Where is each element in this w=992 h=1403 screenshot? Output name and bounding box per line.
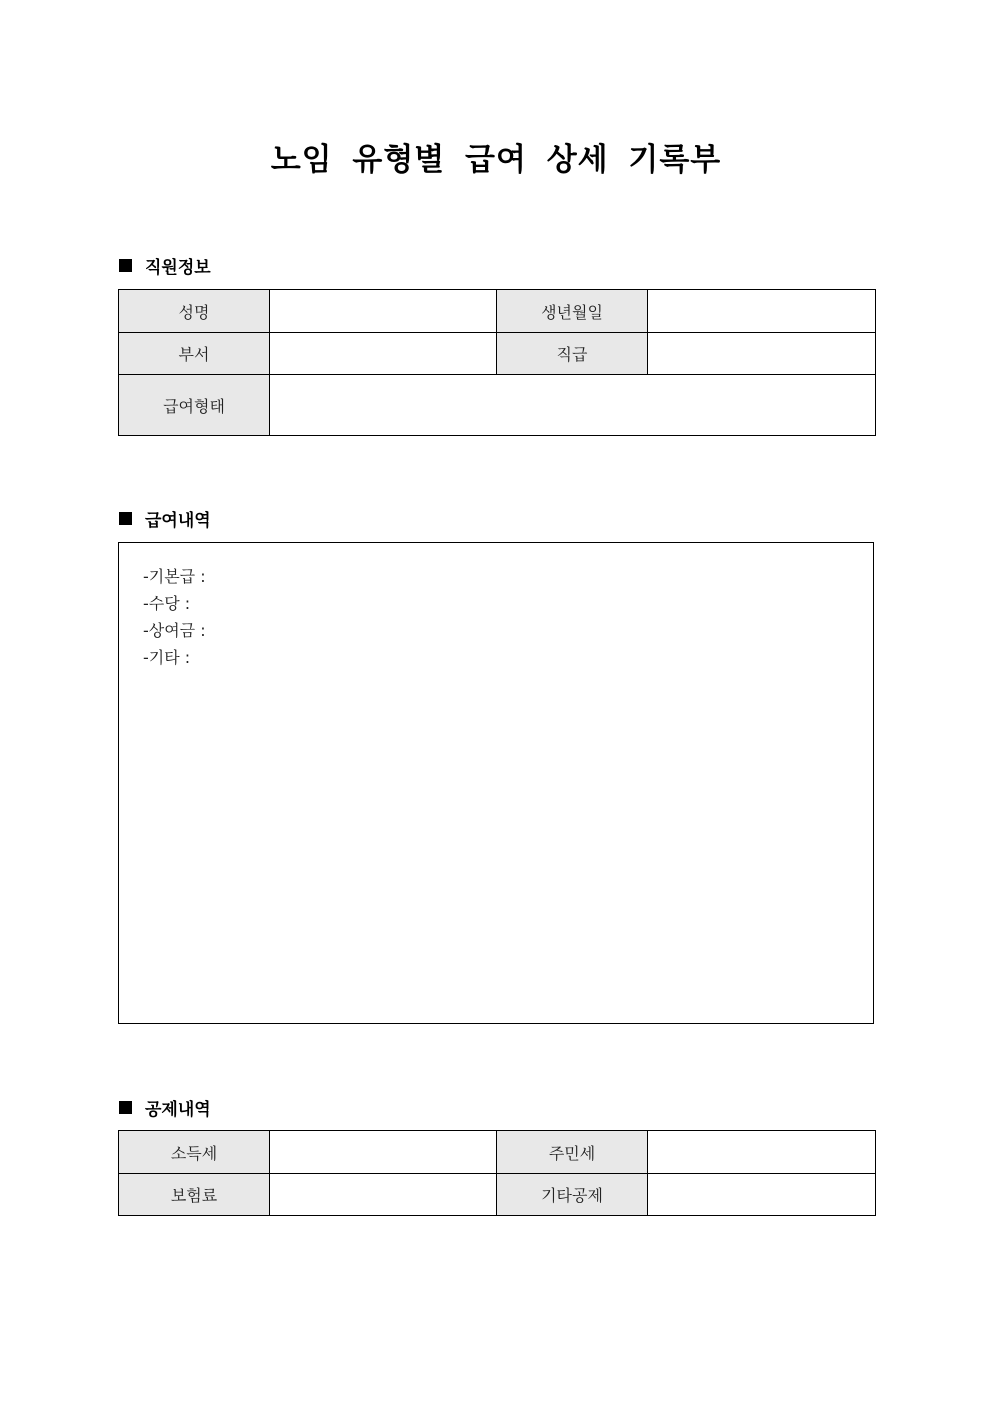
section-title: 급여내역: [145, 511, 211, 531]
square-bullet-icon: [119, 1101, 132, 1114]
label-name: 성명: [119, 290, 270, 333]
insurance-field[interactable]: [270, 1174, 497, 1216]
square-bullet-icon: [119, 259, 132, 272]
pay-type-field[interactable]: [270, 375, 876, 436]
table-row: [119, 1131, 876, 1174]
salary-item-other: -기타 :: [143, 648, 191, 667]
other-deductions-field[interactable]: [648, 1174, 876, 1216]
name-field[interactable]: [270, 290, 497, 333]
salary-details-box[interactable]: [118, 542, 874, 1024]
resident-tax-field[interactable]: [648, 1131, 876, 1174]
section-heading-employee-info: [119, 253, 211, 278]
table-row: [119, 290, 876, 333]
table-row: [119, 375, 876, 436]
label-birthdate: 생년월일: [497, 290, 648, 333]
salary-item-allowance: -수당 :: [143, 594, 191, 613]
table-row: [119, 1174, 876, 1216]
department-field[interactable]: [270, 333, 497, 375]
section-heading-deductions: [119, 1095, 211, 1120]
label-insurance: 보험료: [119, 1174, 270, 1216]
section-heading-salary-details: [119, 506, 211, 531]
section-title: 공제내역: [145, 1100, 211, 1120]
salary-items-list: [143, 563, 206, 671]
label-department: 부서: [119, 333, 270, 375]
position-field[interactable]: [648, 333, 876, 375]
label-pay-type: 급여형태: [119, 375, 270, 436]
deductions-table: [118, 1130, 876, 1216]
label-income-tax: 소득세: [119, 1131, 270, 1174]
document-title: 노임 유형별 급여 상세 기록부: [270, 142, 722, 178]
section-title: 직원정보: [145, 258, 211, 278]
label-other-deductions: 기타공제: [497, 1174, 648, 1216]
employee-info-table: [118, 289, 876, 436]
income-tax-field[interactable]: [270, 1131, 497, 1174]
label-position: 직급: [497, 333, 648, 375]
square-bullet-icon: [119, 512, 132, 525]
label-resident-tax: 주민세: [497, 1131, 648, 1174]
salary-item-bonus: -상여금 :: [143, 621, 206, 640]
salary-item-base-pay: -기본급 :: [143, 567, 206, 586]
birthdate-field[interactable]: [648, 290, 876, 333]
table-row: [119, 333, 876, 375]
